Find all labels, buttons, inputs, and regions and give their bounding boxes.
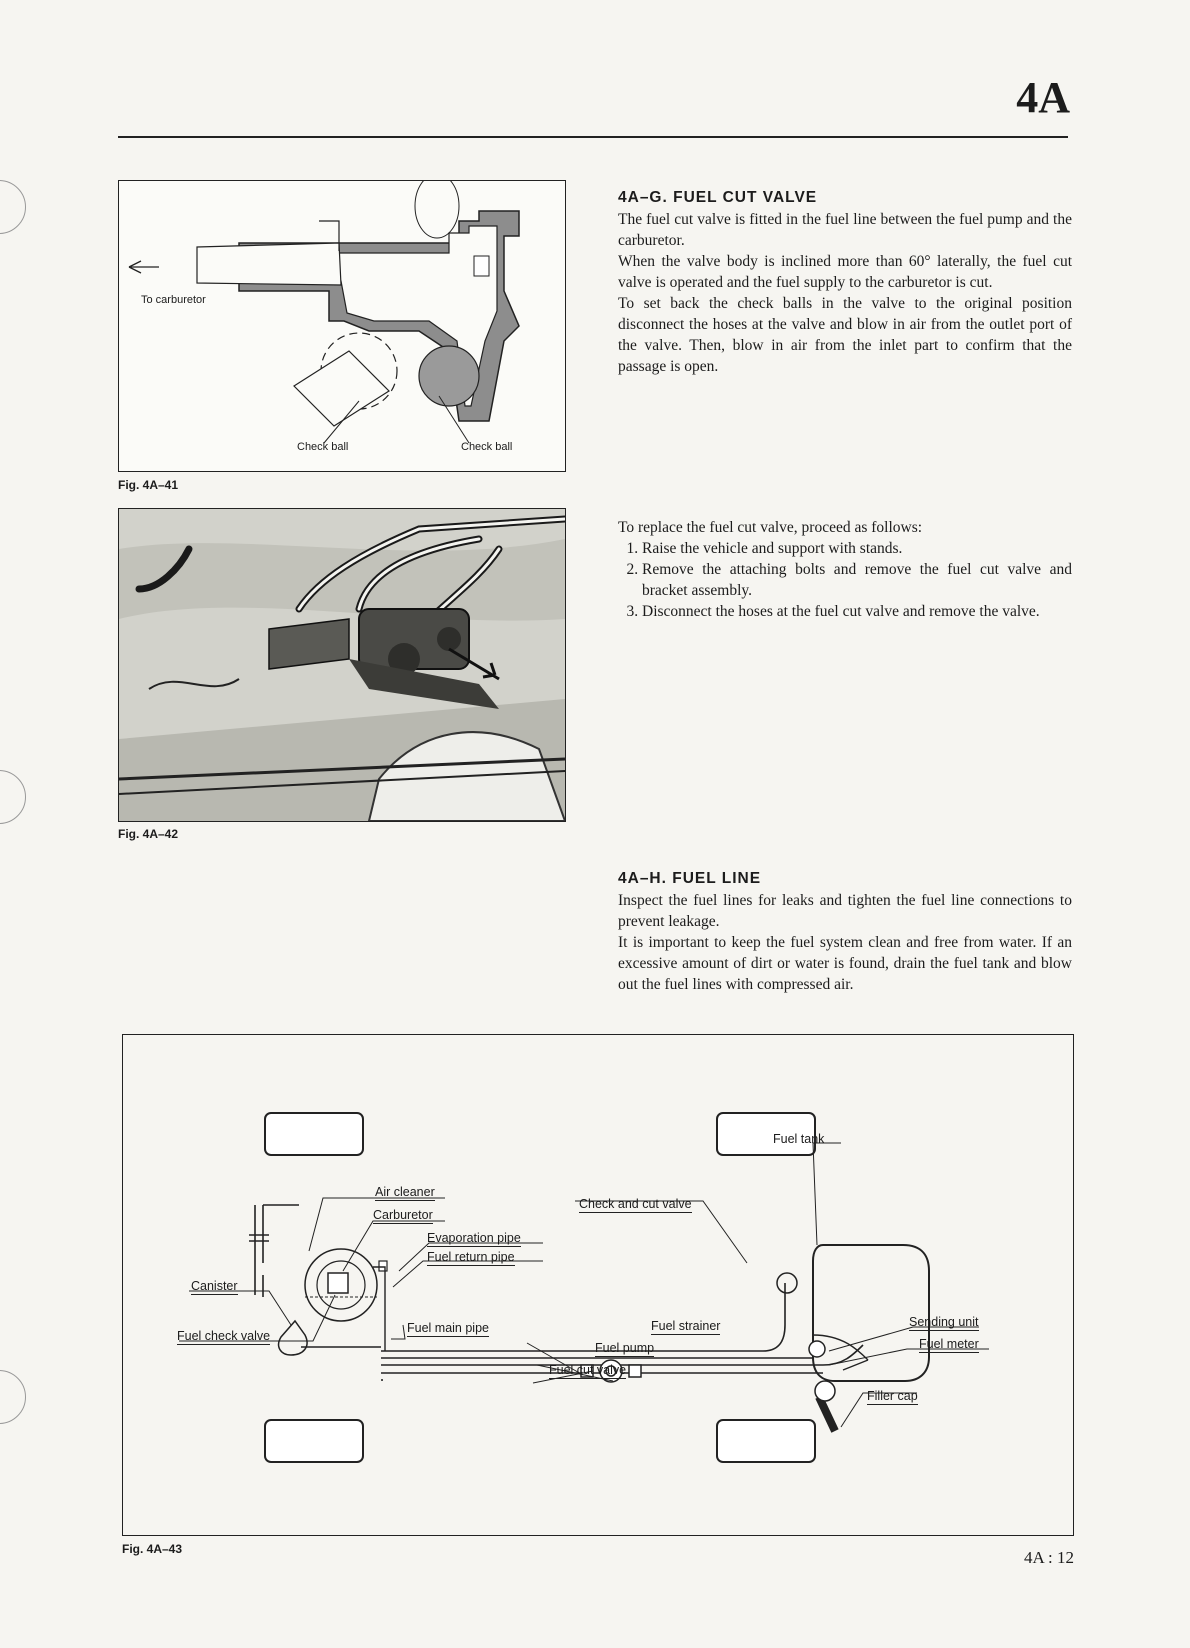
body-paragraph: Inspect the fuel lines for leaks and tighten the fuel line connections to prevent leakage. xyxy=(618,892,1072,930)
air-cleaner-label: Air cleaner xyxy=(375,1185,435,1199)
body-paragraph: It is important to keep the fuel system clean and free from water. If an excessive amount of dirt or water is found, drain the fuel tank and blow out the fuel lines with compressed air. xyxy=(618,934,1072,993)
figure-caption: Fig. 4A–41 xyxy=(118,478,179,492)
filler-cap-label: Filler cap xyxy=(867,1389,918,1403)
fuel-cut-valve-label: Fuel cut valve xyxy=(549,1363,627,1377)
evaporation-pipe-label: Evaporation pipe xyxy=(427,1231,521,1245)
canister-label: Canister xyxy=(191,1279,238,1293)
carburetor-label: Carburetor xyxy=(373,1208,433,1222)
section-heading: 4A–G. FUEL CUT VALVE xyxy=(618,189,818,206)
procedure-step: 2. Remove the attaching bolts and remove the fuel cut valve and bracket assembly. xyxy=(642,559,1072,601)
check-and-cut-valve-label: Check and cut valve xyxy=(579,1197,692,1211)
binder-hole xyxy=(0,180,26,234)
body-paragraph: To set back the check balls in the valve to the original position disconnect the hoses at the valve and blow in air from the outlet port of the valve. Then, blow in air from the inlet part to confirm that the passage is open. xyxy=(618,295,1072,375)
fuel-pump-label: Fuel pump xyxy=(595,1341,655,1355)
fuel-main-pipe-label: Fuel main pipe xyxy=(407,1321,489,1335)
procedure-steps xyxy=(618,538,1072,622)
figure-4a-43 xyxy=(122,1034,1074,1536)
binder-hole xyxy=(0,770,26,824)
check-ball-label: Check ball xyxy=(461,441,513,453)
figure-4a-41 xyxy=(118,180,566,472)
binder-hole xyxy=(0,1370,26,1424)
to-carburetor-label: To carburetor xyxy=(141,294,206,306)
figure-4a-42 xyxy=(118,508,566,822)
fuel-strainer-label: Fuel strainer xyxy=(651,1319,721,1333)
body-paragraph: The fuel cut valve is fitted in the fuel line between the fuel pump and the carburetor. xyxy=(618,211,1072,249)
section-heading: 4A–H. FUEL LINE xyxy=(618,870,762,887)
figure-caption: Fig. 4A–42 xyxy=(118,827,179,841)
procedure-step: 3. Disconnect the hoses at the fuel cut valve and remove the valve. xyxy=(642,601,1072,622)
section-fuel-cut-valve xyxy=(618,187,1072,377)
fuel-meter-label: Fuel meter xyxy=(919,1337,979,1351)
section-fuel-line xyxy=(618,868,1072,995)
fuel-system-layout-diagram xyxy=(123,1035,1073,1535)
fuel-check-valve-label: Fuel check valve xyxy=(177,1329,271,1343)
sending-unit-label: Sending unit xyxy=(909,1315,979,1329)
header-rule xyxy=(118,136,1068,138)
fuel-cut-valve-cross-section xyxy=(119,181,565,471)
check-ball-label: Check ball xyxy=(297,441,349,453)
fuel-return-pipe-label: Fuel return pipe xyxy=(427,1250,515,1264)
figure-caption: Fig. 4A–43 xyxy=(122,1542,183,1556)
replace-procedure xyxy=(618,517,1072,622)
procedure-intro: To replace the fuel cut valve, proceed as follows: xyxy=(618,519,923,536)
page-number: 4A : 12 xyxy=(1023,1548,1074,1567)
fuel-cut-valve-photo xyxy=(119,509,565,821)
section-tag: 4A xyxy=(1016,73,1070,122)
body-paragraph: When the valve body is inclined more than 60° laterally, the fuel cut valve is operated and the fuel supply to the carburetor is cut. xyxy=(618,253,1072,291)
fuel-tank-label: Fuel tank xyxy=(773,1132,825,1146)
procedure-step: 1. Raise the vehicle and support with stands. xyxy=(642,538,1072,559)
